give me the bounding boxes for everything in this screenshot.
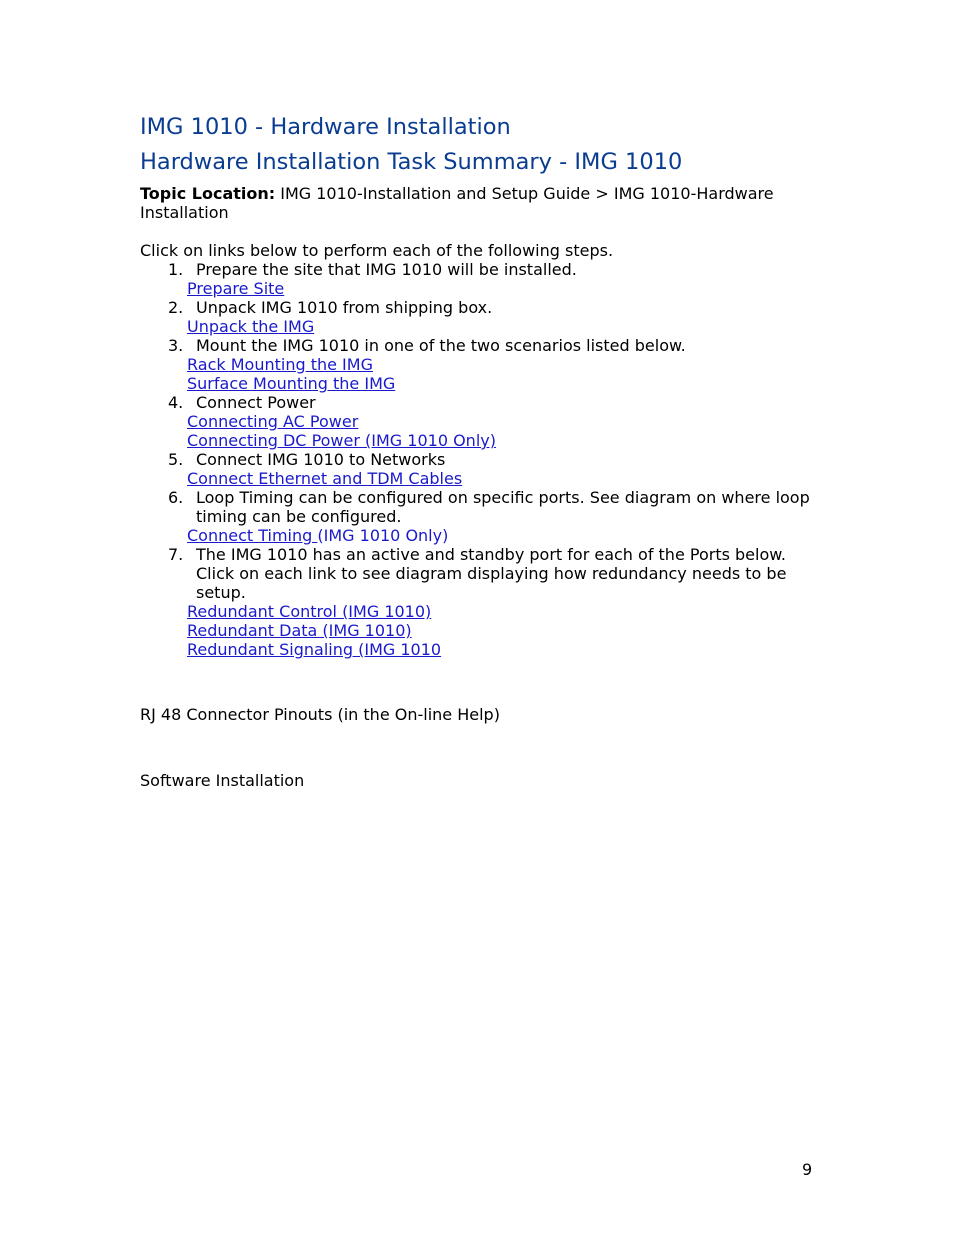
step-number: 5.	[168, 450, 184, 469]
link-connect-timing[interactable]: Connect Timing	[187, 526, 318, 545]
list-item	[140, 260, 810, 279]
link-redundant-control[interactable]: Redundant Control (IMG 1010)	[187, 602, 432, 621]
step-links	[140, 279, 810, 298]
link-prepare-site[interactable]: Prepare Site	[187, 279, 285, 298]
step-links	[140, 317, 810, 336]
link-connecting-ac-power[interactable]: Connecting AC Power	[187, 412, 359, 431]
topic-location	[140, 184, 790, 222]
list-item	[140, 298, 810, 317]
link-connect-timing-line	[187, 526, 810, 545]
page-title: IMG 1010 - Hardware Installation	[140, 114, 511, 140]
list-item	[140, 393, 810, 412]
step-links	[140, 355, 810, 393]
list-item	[140, 450, 810, 469]
topic-location-label: Topic Location:	[140, 184, 276, 203]
step-number: 6.	[168, 488, 184, 507]
step-links	[140, 526, 810, 545]
steps-list	[140, 260, 810, 659]
step-text: Unpack IMG 1010 from shipping box.	[196, 298, 493, 317]
link-surface-mounting[interactable]: Surface Mounting the IMG	[187, 374, 396, 393]
link-connecting-dc-power[interactable]: Connecting DC Power (IMG 1010 Only)	[187, 431, 496, 450]
step-number: 2.	[168, 298, 184, 317]
step-text: Mount the IMG 1010 in one of the two scenarios listed below.	[196, 336, 686, 355]
topic-location-path: IMG 1010-Installation and Setup Guide > IMG 1010-Hardware Installation	[140, 184, 774, 222]
step-links	[140, 469, 810, 488]
list-item	[140, 488, 810, 526]
step-text: Prepare the site that IMG 1010 will be installed.	[196, 260, 577, 279]
step-number: 1.	[168, 260, 184, 279]
page-number: 9	[802, 1160, 813, 1179]
link-connect-ethernet-tdm[interactable]: Connect Ethernet and TDM Cables	[187, 469, 463, 488]
intro-text: Click on links below to perform each of the following steps.	[140, 241, 614, 260]
list-item	[140, 336, 810, 355]
step-number: 3.	[168, 336, 184, 355]
link-rack-mounting[interactable]: Rack Mounting the IMG	[187, 355, 373, 374]
link-unpack-img[interactable]: Unpack the IMG	[187, 317, 315, 336]
link-redundant-data[interactable]: Redundant Data (IMG 1010)	[187, 621, 412, 640]
step-text: Loop Timing can be configured on specific ports. See diagram on where loop timing can be configured.	[196, 488, 810, 526]
link-redundant-signaling[interactable]: Redundant Signaling (IMG 1010	[187, 640, 442, 659]
step-number: 7.	[168, 545, 184, 564]
link-connect-timing-suffix: (IMG 1010 Only)	[317, 526, 449, 545]
step-text: The IMG 1010 has an active and standby port for each of the Ports below. Click on each link to see diagram displaying how redundancy needs to be setup.	[196, 545, 787, 602]
step-links	[140, 412, 810, 450]
step-text: Connect Power	[196, 393, 316, 412]
rj48-pinouts-text: RJ 48 Connector Pinouts (in the On-line Help)	[140, 705, 500, 724]
step-links	[140, 602, 810, 659]
list-item	[140, 545, 810, 602]
step-number: 4.	[168, 393, 184, 412]
software-installation-text: Software Installation	[140, 771, 305, 790]
section-title: Hardware Installation Task Summary - IMG 1010	[140, 149, 683, 175]
step-text: Connect IMG 1010 to Networks	[196, 450, 446, 469]
